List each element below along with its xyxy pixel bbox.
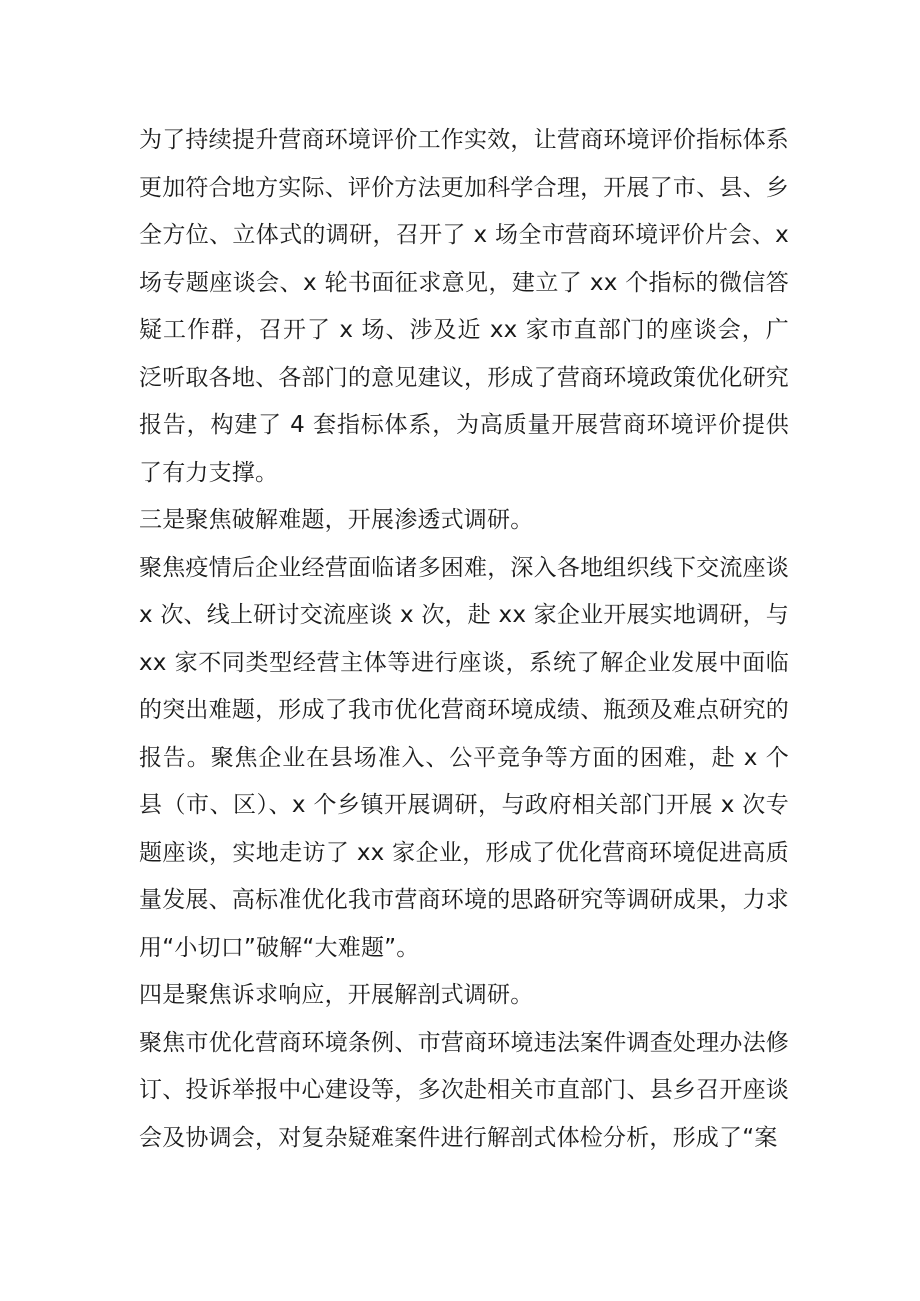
paragraph-business-evaluation: 为了持续提升营商环境评价工作实效，让营商环境评价指标体系更加符合地方实际、评价方法更加科学合理，开展了市、县、乡全方位、立体式的调研，召开了 x 场全市营商环境评价片会、x 场专题座谈会、x 轮书面征求意见，建立了 xx 个指标的微信答疑工作群，召开了 x 场、涉及近 xx 家市直部门的座谈会，广泛听取各地、各部门的意见建议，形成了营商环境政策优化研究报告，构建了 4 套指标体系，为高质量开展营商环境评价提供了有力支撑。 xyxy=(139,127,789,486)
heading-point-three: 三是聚焦破解难题，开展渗透式调研。 xyxy=(139,507,534,533)
paragraph-enterprise-research: 聚焦疫情后企业经营面临诸多困难，深入各地组织线下交流座谈 x 次、线上研讨交流座谈 x 次，赴 xx 家企业开展实地调研，与 xx 家不同类型经营主体等进行座谈，系统了解企业发展中面临的突出难题，形成了我市优化营商环境成绩、瓶颈及难点研究的报告。聚焦企业在县场准入、公平竞争等方面的困难，赴 x 个县（市、区）、x 个乡镇开展调研，与政府相关部门开展 x 次专题座谈，实地走访了 xx 家企业，形成了优化营商环境促进高质量发展、高标准优化我市营商环境的思路研究等调研成果，力求用“小切口”破解“大难题”。 xyxy=(139,554,789,961)
heading-point-four: 四是聚焦诉求响应，开展解剖式调研。 xyxy=(139,982,534,1008)
paragraph-complaint-response: 聚焦市优化营商环境条例、市营商环境违法案件调查处理办法修订、投诉举报中心建设等，多次赴相关市直部门、县乡召开座谈会及协调会，对复杂疑难案件进行解剖式体检分析，形成了“案 xyxy=(139,1029,789,1151)
document-body xyxy=(139,117,789,1162)
